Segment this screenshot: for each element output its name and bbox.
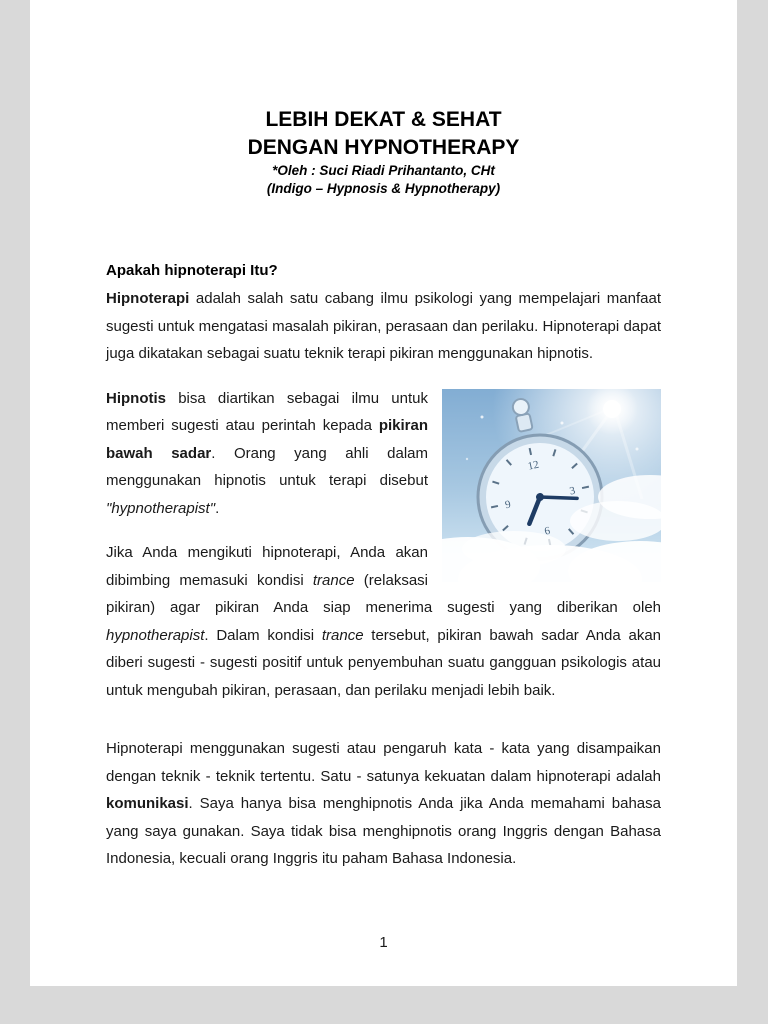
text-run: tersebut, pikiran bawah sadar Anda akan diberi sugesti - sugesti positif untuk penyembuhan suatu gangguan psikologis atau untuk mengubah pikiran, perasaan, dan perilaku menjadi lebih baik. [106, 626, 661, 699]
document-title [106, 106, 661, 162]
paragraph-hipnotis [106, 385, 661, 538]
clock-clouds-illustration [442, 389, 661, 582]
text-run: pikiran bawah sadar [106, 417, 428, 462]
title-line-1: LEBIH DEKAT & SEHAT [265, 108, 502, 131]
paragraph-hipnoterapi [106, 285, 661, 368]
paragraph-komunikasi [106, 735, 661, 873]
text-run: . Orang yang ahli dalam menggunakan hipnotis untuk terapi disebut [106, 444, 428, 489]
byline-line-2: (Indigo – Hypnosis & Hypnotherapy) [266, 181, 501, 196]
text-run: hypnotherapist [106, 626, 205, 644]
text-run: Hipnoterapi [106, 290, 190, 307]
section-heading: Apakah hipnoterapi Itu? [106, 262, 278, 279]
text-run: . [215, 499, 220, 517]
text-run: . Dalam kondisi [204, 626, 322, 644]
svg-text:3: 3 [568, 484, 577, 498]
clock-clouds-image [442, 389, 661, 582]
title-line-2: DENGAN HYPNOTHERAPY [247, 136, 520, 159]
svg-text:12: 12 [526, 458, 540, 473]
document-page [30, 0, 737, 986]
text-run: trance [312, 571, 355, 589]
page-number: 1 [379, 934, 388, 951]
svg-text:9: 9 [503, 497, 512, 511]
text-run: "hypnotherapist" [106, 499, 216, 517]
document-byline [106, 162, 661, 198]
text-run: (relaksasi pikiran) agar pikiran Anda siap menerima sugesti yang diberikan oleh [106, 571, 661, 616]
text-run: adalah salah satu cabang ilmu psikologi yang mempelajari manfaat sugesti untuk mengatasi masalah pikiran, perasaan dan perilaku. Hipnoterapi dapat juga dikatakan sebagai suatu teknik terapi pikiran menggunakan hipnotis. [106, 290, 661, 362]
text-run: komunikasi [106, 795, 189, 812]
text-run: Jika Anda mengikuti hipnoterapi, Anda akan dibimbing memasuki kondisi [106, 544, 428, 589]
text-run: bisa diartikan sebagai ilmu untuk memberi sugesti atau perintah kepada [106, 389, 428, 434]
svg-text:6: 6 [543, 524, 552, 538]
text-run: Hipnoterapi menggunakan sugesti atau pengaruh kata - kata yang disampaikan dengan teknik - teknik tertentu. Satu - satunya kekuatan dalam hipnoterapi adalah [106, 740, 661, 785]
text-run: Hipnotis [106, 389, 166, 407]
byline-line-1: *Oleh : Suci Riadi Prihantanto, CHt [272, 163, 495, 178]
text-run: . Saya hanya bisa menghipnotis Anda jika Anda memahami bahasa yang saya gunakan. Saya tidak bisa menghipnotis orang Inggris dengan Bahasa Indonesia, kecuali orang Inggris itu paham Bahasa Indonesia. [106, 795, 661, 867]
text-run: trance [321, 626, 364, 644]
